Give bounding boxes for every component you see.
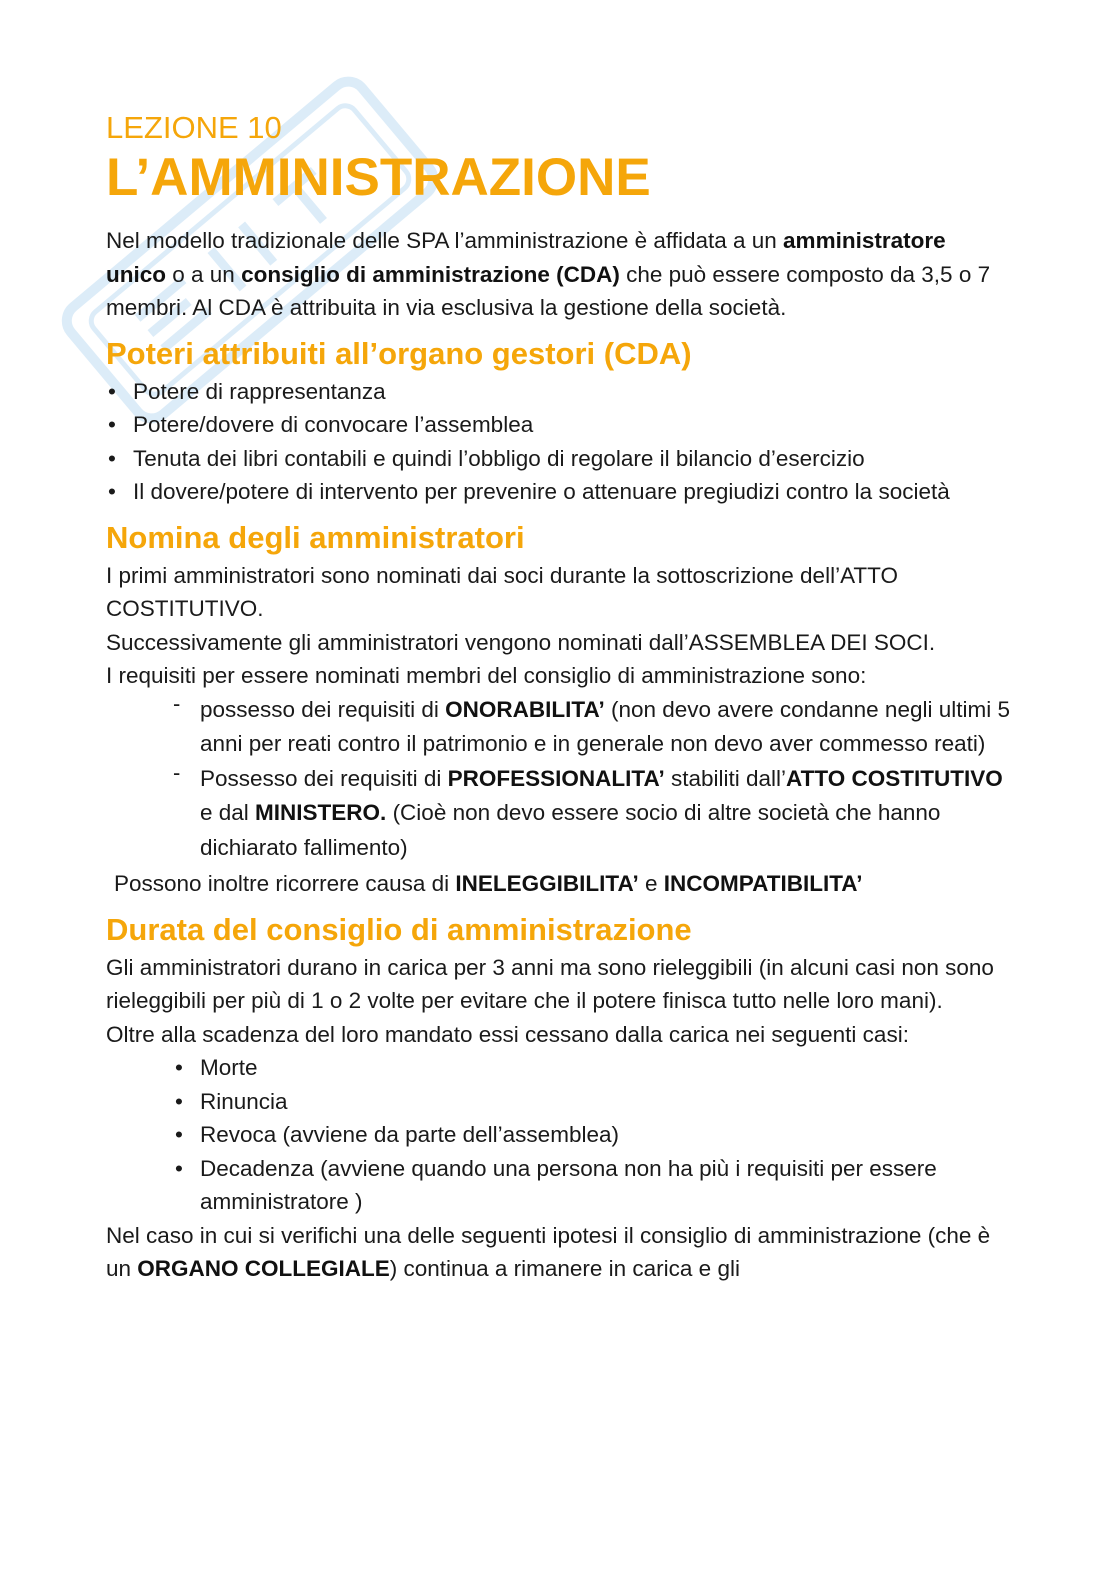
section-heading-durata: Durata del consiglio di amministrazione <box>106 911 692 947</box>
list-item: • Potere di rappresentanza <box>106 375 1011 409</box>
list-item: • Potere/dovere di convocare l’assemblea <box>106 408 1011 442</box>
section-heading-nomina: Nomina degli amministratori <box>106 519 525 555</box>
paragraph: Possono inoltre ricorrere causa di INELEGGIBILITA’ e INCOMPATIBILITA’ <box>114 871 863 896</box>
paragraph: Oltre alla scadenza del loro mandato essi cessano dalla carica nei seguenti casi: <box>106 1021 909 1047</box>
paragraph: Gli amministratori durano in carica per 3 anni ma sono rieleggibili (in alcuni casi non sono rieleggibili per più di 1 o 2 volte per evitare che il potere finisca tutto nelle loro mani). <box>106 954 994 1013</box>
list-item: • Morte <box>173 1051 1011 1085</box>
list-item: - Possesso dei requisiti di PROFESSIONALITA’ stabiliti dall’ATTO COSTITUTIVO e dal MINISTERO. (Cioè non devo essere socio di altre società che hanno dichiarato fallimento) <box>173 762 1011 866</box>
paragraph: I primi amministratori sono nominati dai soci durante la sottoscrizione dell’ATTO COSTITUTIVO. <box>106 562 898 621</box>
list-item: • Decadenza (avviene quando una persona non ha più i requisiti per essere amministratore ) <box>173 1152 1011 1219</box>
paragraph: I requisiti per essere nominati membri del consiglio di amministrazione sono: <box>106 663 867 688</box>
cessazione-list <box>173 1051 1011 1219</box>
intro-paragraph: Nel modello tradizionale delle SPA l’amministrazione è affidata a un amministratore unico o a un consiglio di amministrazione (CDA) che può essere composto da 3,5 o 7 membri. Al CDA è attribuita in via esclusiva la gestione della società. <box>106 228 991 320</box>
requisiti-list <box>173 693 1011 866</box>
list-item: • Il dovere/potere di intervento per prevenire o attenuare pregiudizi contro la società <box>106 475 1011 509</box>
list-item: - possesso dei requisiti di ONORABILITA’ (non devo avere condanne negli ultimi 5 anni per reati contro il patrimonio e in generale non devo aver commesso reati) <box>173 693 1011 762</box>
list-item: • Tenuta dei libri contabili e quindi l’obbligo di regolare il bilancio d’esercizio <box>106 442 1011 476</box>
page-title: L’AMMINISTRAZIONE <box>106 148 651 207</box>
document-page <box>106 108 1011 1286</box>
paragraph: Successivamente gli amministratori vengono nominati dall’ASSEMBLEA DEI SOCI. <box>106 629 936 655</box>
list-item: • Revoca (avviene da parte dell’assemblea) <box>173 1118 1011 1152</box>
list-item: • Rinuncia <box>173 1085 1011 1119</box>
paragraph: Nel caso in cui si verifichi una delle seguenti ipotesi il consiglio di amministrazione (che è un ORGANO COLLEGIALE) continua a rimanere in carica e gli <box>106 1222 991 1281</box>
section-heading-poteri: Poteri attribuiti all’organo gestori (CDA) <box>106 335 692 371</box>
poteri-list <box>106 375 1011 509</box>
lesson-label: LEZIONE 10 <box>106 110 282 145</box>
